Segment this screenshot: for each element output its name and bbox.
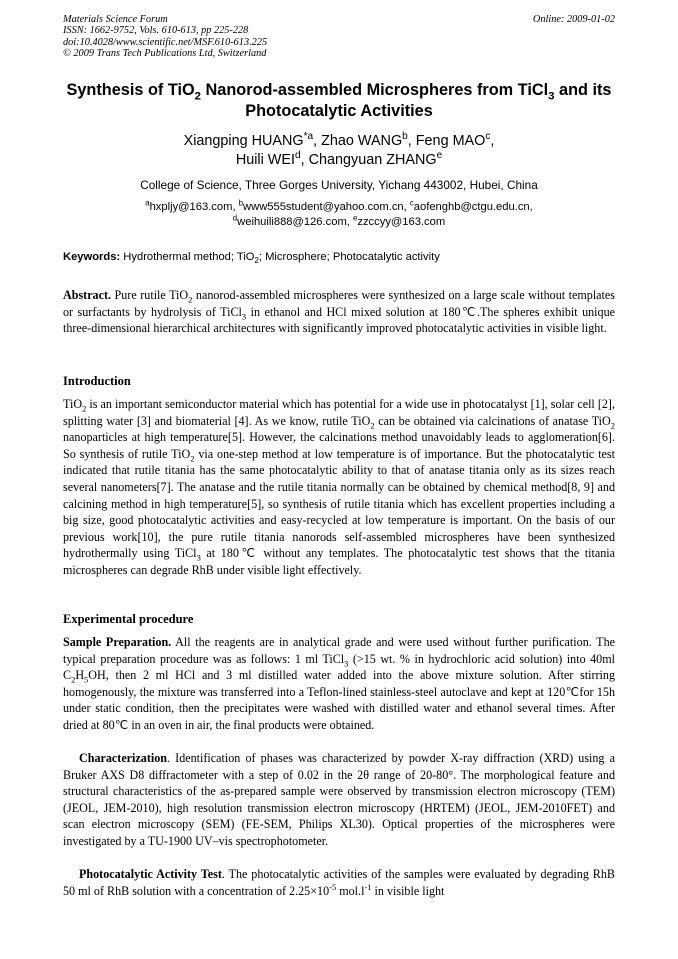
photocatalytic-test-paragraph: Photocatalytic Activity Test. The photocatalytic activities of the samples were evaluated by degrading RhB 50 ml of RhB solution with a concentration of $2.25\times 10^{-5}$ $mol.l^{-1}$ in visible light (63, 867, 615, 898)
abstract-label: Abstract. (63, 288, 112, 302)
email-e[interactable]: zzccyy@163.com (357, 216, 446, 228)
sample-preparation-paragraph: Sample Preparation. All the reagents are in analytical grade and were used without further purification. The typical preparation procedure was as follows: 1 ml TiCl$_3$ (>15 wt. % in hydrochloric acid solution) into 40ml $C_2H_5OH$, then 2 ml HCl and 3 ml distilled water added into the above mixture solution. After stirring homogenously, the mixture was transferred into a Teflon-lined stainless-steel autoclave and kept at 120℃for 15h under static condition, then the precipitates were washed with distilled water and ethanol several times. After dried at 80℃ in an oven in air, the final products were obtained. (63, 635, 615, 732)
sample-preparation-label: Sample Preparation. (63, 635, 172, 649)
keywords: Keywords: Hydrothermal method; TiO$_2$; Microsphere; Photocatalytic activity (63, 251, 440, 266)
keywords-label: Keywords: (63, 251, 121, 263)
author-5: Changyuan ZHANG (308, 152, 437, 168)
introduction-heading: Introduction (63, 374, 131, 388)
author-1: Xiangping HUANG (183, 133, 304, 149)
characterization-paragraph: Characterization. Identification of phases was characterized by powder X-ray diffraction (XRD) using a Bruker AXS D8 diffractometer with a step of 0.02 in the 2θ range of 20-80°. The morphological feature and structural characteristics of the as-prepared sample were observed by transmission electron microscopy (TEM) (JEOL, JEM-2010), high resolution transmission electron microscopy (HRTEM) (JEOL, JEM-2010FET) and scan electron microscopy (SEM) (FE-SEM, Philips XL30). Optical properties of the microspheres were investigated by a TU-1900 UV–vis spectrophotometer. (63, 751, 615, 848)
affiliation: College of Science, Three Gorges University, Yichang 443002, Hubei, China (140, 178, 538, 192)
copyright-line: © 2009 Trans Tech Publications Ltd, Switzerland (63, 47, 267, 59)
paper-title: Synthesis of TiO$_2$ Nanorod-assembled Microspheres from TiCl$_3$ and its Photocatalytic Activities (66, 81, 612, 120)
email-d[interactable]: weihuili888@126.com, (237, 216, 353, 228)
email-list: $^a$hxpljy@163.com, $^b$www555student@yahoo.com.cn, $^c$aofenghb@ctgu.edu.cn, $^d$weihuili888@126.com, $^e$zzccyy@163.com (145, 198, 533, 228)
email-a[interactable]: hxpljy@163.com, (149, 201, 239, 213)
doi-line: doi:10.4028/www.scientific.net/MSF.610-613.225 (63, 36, 268, 48)
author-2: Zhao WANG (321, 133, 403, 149)
author-list: Xiangping HUANG$^{*a}$, Zhao WANG$^b$, Feng MAO$^c$, Huili WEI$^d$, Changyuan ZHANG$^e$ (183, 131, 495, 168)
characterization-label: Characterization (79, 751, 167, 765)
email-b[interactable]: www555student@yahoo.com.cn, (243, 201, 410, 213)
email-c[interactable]: aofenghb@ctgu.edu.cn, (413, 201, 533, 213)
author-3: Feng MAO (415, 133, 486, 149)
experimental-heading: Experimental procedure (63, 612, 194, 626)
journal-name: Materials Science Forum (63, 14, 168, 25)
introduction-paragraph: TiO$_2$ is an important semiconductor material which has potential for a wide use in photocatalyst [1], solar cell [2], splitting water [3] and biomaterial [4]. As we know, rutile TiO$_2$ can be obtained via calcinations of anatase TiO$_2$ nanoparticles at high temperature[5]. However, the calcinations method unavoidably leads to agglomeration[6]. So synthesis of rutile TiO$_2$ via one-step method at low temperature is of importance. But the photocatalytic test indicated that rutile titania has the same photocatalytic ability to that of anatase titania only as its sizes reach several nanometers[7]. The anatase and the rutile titania normally can be obtained by chemical method[8, 9] and calcining method in high temperature[5], so synthesis of rutile titania which has excellent properties including a big size, good photocatalytic activities and easy-recycled at low temperature is important. On the basis of our previous work[10], the pure rutile titania nanorods self-assembled microspheres have been synthesized hydrothermally using TiCl$_3$ at 180℃ without any templates. The photocatalytic test shows that the titania microspheres can degrade RhB under visible light effectively. (63, 397, 616, 577)
running-header (63, 14, 267, 59)
abstract: Abstract. Pure rutile TiO$_2$ nanorod-assembled microspheres were synthesized on a large scale without templates or surfactants by hydrolysis of TiCl$_3$ in ethanol and HCl mixed solution at 180℃.The spheres exhibit unique three-dimensional hierarchical architectures with significantly improved photocatalytic activities in visible light. (63, 288, 616, 336)
photocatalytic-test-label: Photocatalytic Activity Test (79, 867, 222, 881)
issn-line: ISSN: 1662-9752, Vols. 610-613, pp 225-228 (63, 25, 249, 37)
online-date: Online: 2009-01-02 (532, 14, 615, 25)
author-4: Huili WEI (235, 152, 295, 168)
